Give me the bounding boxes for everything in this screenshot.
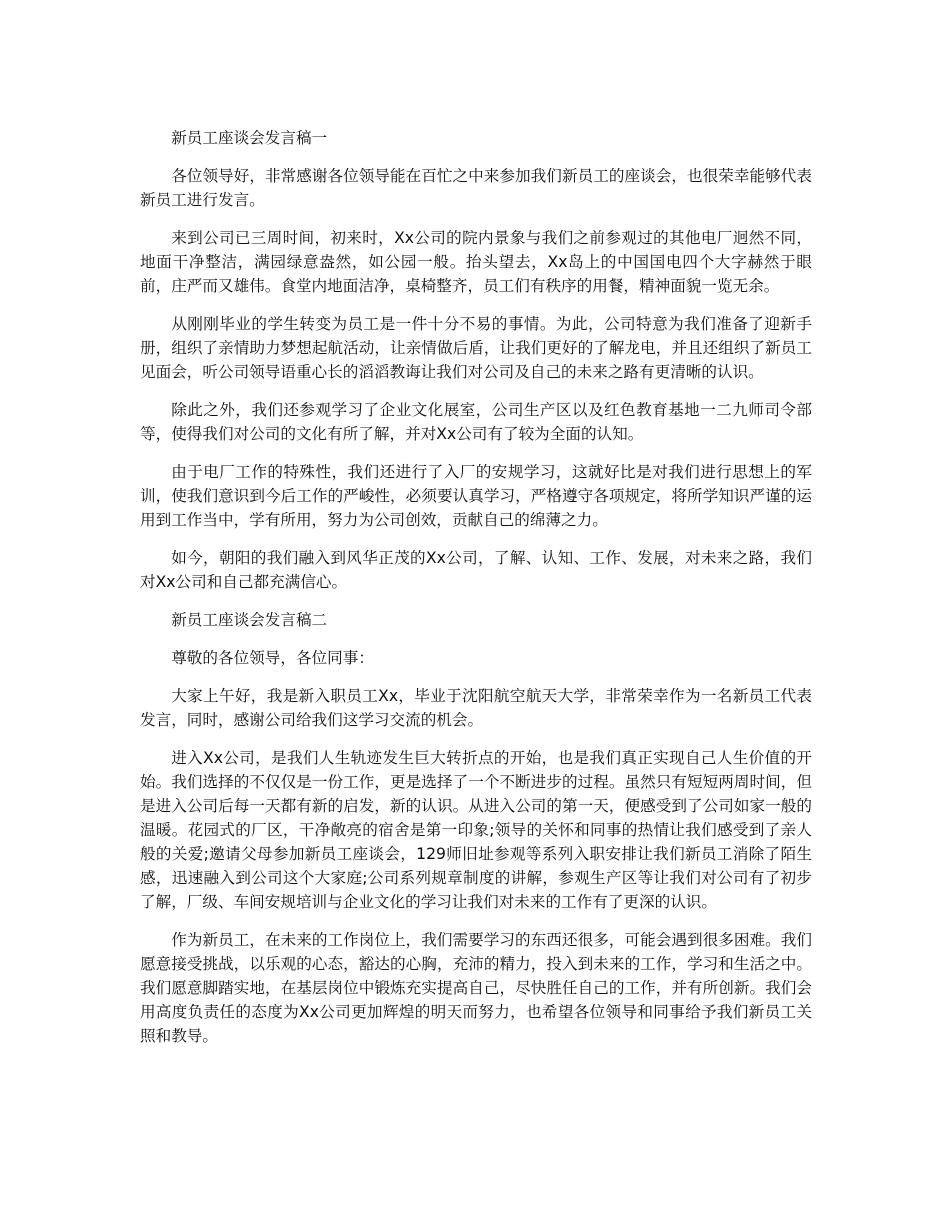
document-page — [140, 126, 812, 1062]
salutation: 尊敬的各位领导，各位同事： — [171, 649, 374, 667]
paragraph: 如今，朝阳的我们融入到风华正茂的Xx公司，了解、认知、工作、发展，对未来之路，我们对Xx公司和自己都充满信心。 — [140, 549, 812, 591]
heading-speech-one: 新员工座谈会发言稿一 — [171, 129, 328, 147]
heading-speech-two: 新员工座谈会发言稿二 — [171, 611, 328, 629]
paragraph: 从刚刚毕业的学生转变为员工是一件十分不易的事情。为此，公司特意为我们准备了迎新手册，组织了亲情助力梦想起航活动，让亲情做后盾，让我们更好的了解龙电，并且还组织了新员工见面会，听公司领导语重心长的滔滔教诲让我们对公司及自己的未来之路有更清晰的认识。 — [140, 315, 812, 381]
paragraph: 进入Xx公司，是我们人生轨迹发生巨大转折点的开始，也是我们真正实现自己人生价值的开始。我们选择的不仅仅是一份工作，更是选择了一个不断进步的过程。虽然只有短短两周时间，但是进入公司后每一天都有新的启发，新的认识。从进入公司的第一天，便感受到了公司如家一般的温暖。花园式的厂区，干净敞亮的宿舍是第一印象;领导的关怀和同事的热情让我们感受到了亲人般的关爱;邀请父母参加新员工座谈会，129师旧址参观等系列入职安排让我们新员工消除了陌生感，迅速融入到公司这个大家庭;公司系列规章制度的讲解，参观生产区等让我们对公司有了初步了解，厂级、车间安规培训与企业文化的学习让我们对未来的工作有了更深的认识。 — [140, 749, 812, 911]
paragraph: 来到公司已三周时间，初来时，Xx公司的院内景象与我们之前参观过的其他电厂迥然不同，地面干净整洁，满园绿意盎然，如公园一般。抬头望去，Xx岛上的中国国电四个大字赫然于眼前，庄严而又雄伟。食堂内地面洁净，桌椅整齐，员工们有秩序的用餐，精神面貌一览无余。 — [140, 229, 812, 295]
paragraph: 由于电厂工作的特殊性，我们还进行了入厂的安规学习，这就好比是对我们进行思想上的军训，使我们意识到今后工作的严峻性，必须要认真学习，严格遵守各项规定，将所学知识严谨的运用到工作当中，学有所用，努力为公司创效，贡献自己的绵薄之力。 — [140, 463, 812, 529]
paragraph: 大家上午好，我是新入职员工Xx，毕业于沈阳航空航天大学，非常荣幸作为一名新员工代表发言，同时，感谢公司给我们这学习交流的机会。 — [140, 687, 812, 729]
paragraph: 各位领导好，非常感谢各位领导能在百忙之中来参加我们新员工的座谈会，也很荣幸能够代表新员工进行发言。 — [140, 167, 812, 209]
paragraph: 除此之外，我们还参观学习了企业文化展室，公司生产区以及红色教育基地一二九师司令部等，使得我们对公司的文化有所了解，并对Xx公司有了较为全面的认知。 — [140, 401, 812, 443]
paragraph: 作为新员工，在未来的工作岗位上，我们需要学习的东西还很多，可能会遇到很多困难。我们愿意接受挑战，以乐观的心态，豁达的心胸，充沛的精力，投入到未来的工作，学习和生活之中。我们愿意脚踏实地，在基层岗位中锻炼充实提高自己，尽快胜任自己的工作，并有所创新。我们会用高度负责任的态度为Xx公司更加辉煌的明天而努力，也希望各位领导和同事给予我们新员工关照和教导。 — [140, 931, 812, 1045]
